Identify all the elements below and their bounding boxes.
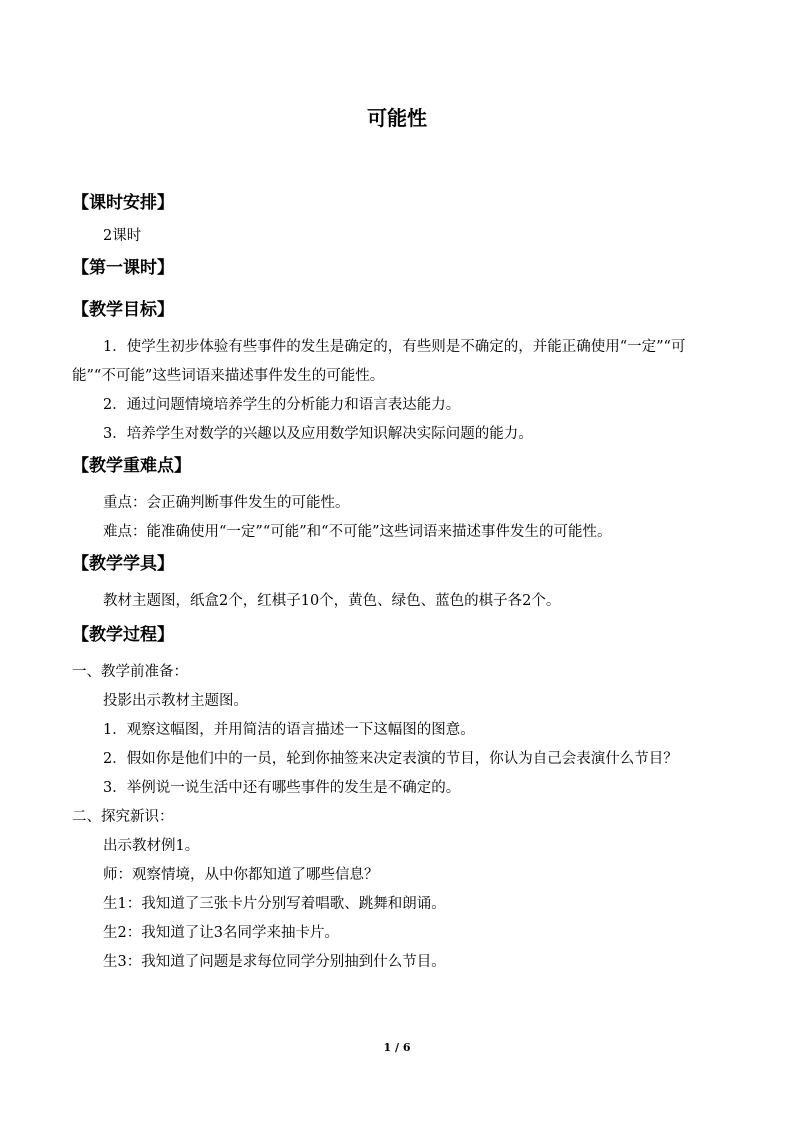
subsection-heading: 二、探究新识：: [72, 809, 174, 825]
paragraph: 重点：会正确判断事件发生的可能性。: [103, 495, 350, 511]
paragraph: 师：观察情境，从中你都知道了哪些信息？: [103, 867, 379, 883]
section-heading-first-lesson: 【第一课时】: [72, 258, 174, 278]
section-heading-process: 【教学过程】: [72, 625, 174, 645]
paragraph: 3．举例说一说生活中还有哪些事件的发生是不确定的。: [103, 780, 461, 796]
paragraph: 3．培养学生对数学的兴趣以及应用数学知识解决实际问题的能力。: [103, 426, 533, 442]
page-number: 1 / 6: [383, 1041, 411, 1054]
paragraph: 生2：我知道了让3名同学来抽卡片。: [103, 925, 339, 941]
section-heading-key-points: 【教学重难点】: [72, 456, 191, 476]
paragraph: 2．假如你是他们中的一员，轮到你抽签来决定表演的节目，你认为自己会表演什么节目？: [103, 751, 678, 767]
subsection-heading: 一、教学前准备：: [72, 664, 188, 680]
paragraph: 2课时: [103, 228, 142, 244]
section-heading-materials: 【教学学具】: [72, 554, 174, 574]
section-heading-schedule: 【课时安排】: [72, 193, 174, 213]
paragraph: 生1：我知道了三张卡片分别写着唱歌、跳舞和朗诵。: [103, 896, 446, 912]
paragraph: 1．使学生初步体验有些事件的发生是确定的，有些则是不确定的，并能正确使用“一定”“可能”“不可能”这些词语来描述事件发生的可能性。: [72, 339, 686, 384]
paragraph: 2．通过问题情境培养学生的分析能力和语言表达能力。: [103, 397, 461, 413]
document-body: [72, 186, 722, 977]
paragraph: 难点：能准确使用“一定”“可能”和“不可能”这些词语来描述事件发生的可能性。: [103, 524, 612, 540]
paragraph: 生3：我知道了问题是求每位同学分别抽到什么节目。: [103, 954, 446, 970]
document-title: 可能性: [367, 106, 427, 130]
paragraph: 1．观察这幅图，并用简洁的语言描述一下这幅图的图意。: [103, 722, 475, 738]
paragraph: 出示教材例1。: [103, 838, 200, 854]
paragraph: 教材主题图，纸盒2个，红棋子10个，黄色、绿色、蓝色的棋子各2个。: [103, 593, 561, 609]
paragraph: 投影出示教材主题图。: [103, 693, 248, 709]
section-heading-objectives: 【教学目标】: [72, 300, 174, 320]
